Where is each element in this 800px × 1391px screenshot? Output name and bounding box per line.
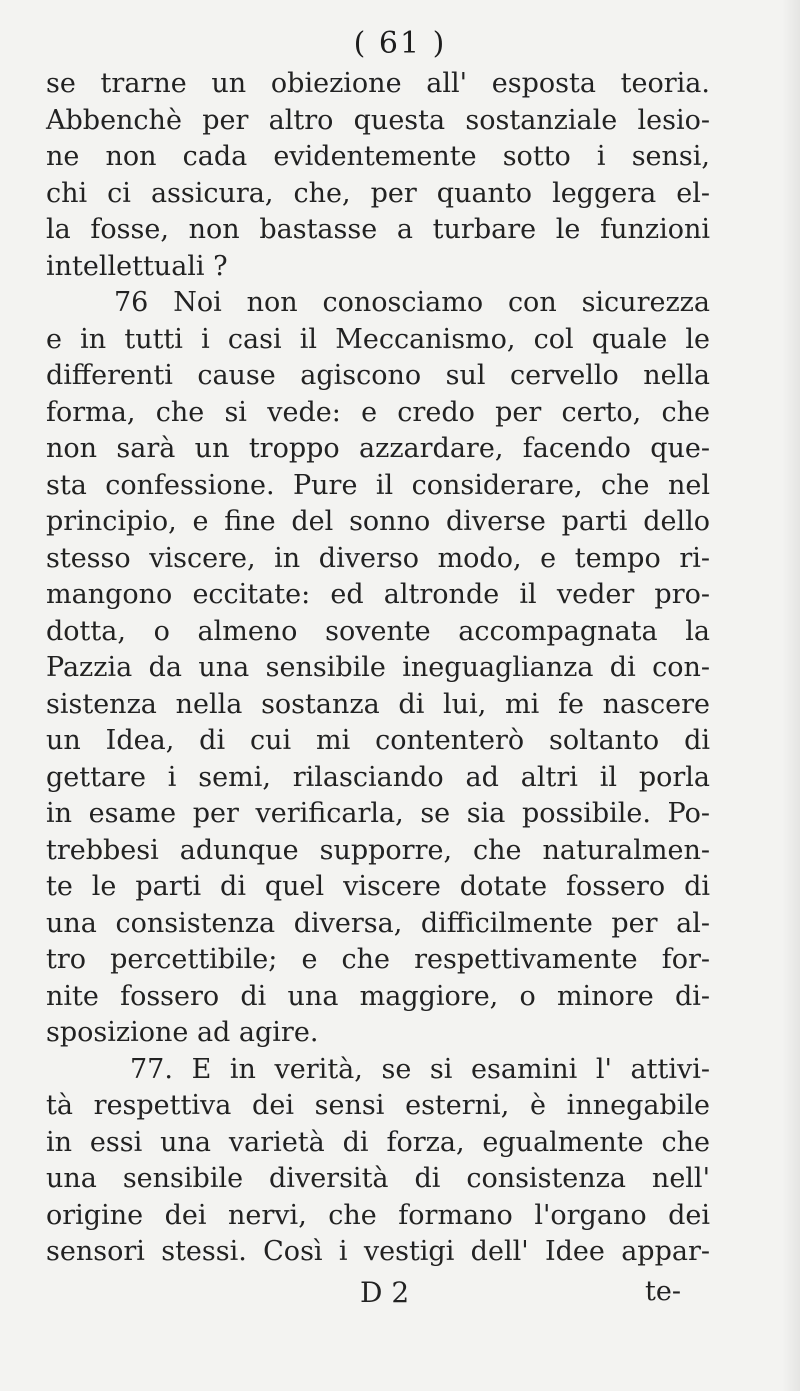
- text-line: la fosse, non bastasse a turbare le funzioni: [46, 214, 710, 245]
- signature-mark: D 2: [360, 1276, 410, 1309]
- text-line: stesso viscere, in diverso modo, e tempo ri-: [46, 542, 710, 574]
- text-line: dotta, o almeno sovente accompagnata la: [46, 615, 710, 647]
- text-line: gettare i semi, rilasciando ad altri il porla: [46, 761, 710, 793]
- text-line: nite fossero di una maggiore, o minore di-: [46, 980, 710, 1012]
- text-line: una consistenza diversa, difficilmente per al-: [46, 907, 710, 939]
- text-line: sensori stessi. Così i vestigi dell' Idee appar-: [46, 1236, 710, 1267]
- text-line: una sensibile diversità di consistenza nell': [46, 1163, 710, 1194]
- text-line: origine dei nervi, che formano l'organo dei: [46, 1199, 710, 1231]
- text-line: sistenza nella sostanza di lui, mi fe nascere: [46, 688, 710, 720]
- text-line: ne non cada evidentemente sotto i sensi,: [46, 141, 710, 172]
- text-line: differenti cause agiscono sul cervello nella: [46, 360, 710, 391]
- text-line: Abbenchè per altro questa sostanziale lesio-: [46, 104, 710, 136]
- text-line: chi ci assicura, che, per quanto leggera el-: [46, 177, 710, 209]
- text-line: un Idea, di cui mi contenterò soltanto di: [46, 725, 710, 756]
- text-line: mangono eccitate: ed altronde il veder pro-: [46, 579, 710, 610]
- text-line: trebbesi adunque supporre, che naturalmen-: [46, 834, 710, 866]
- body-text: [46, 66, 710, 1271]
- text-line: se trarne un obiezione all' esposta teoria.: [46, 68, 710, 99]
- text-line: intellettuali ?: [46, 250, 228, 282]
- text-line: tro percettibile; e che respettivamente for-: [46, 944, 710, 975]
- catchword: te-: [645, 1276, 681, 1307]
- text-line: Pazzia da una sensibile ineguaglianza di con-: [46, 652, 710, 683]
- text-line: e in tutti i casi il Meccanismo, col quale le: [46, 323, 710, 355]
- page-number-header: ( 61 ): [353, 26, 447, 61]
- page-edge-shadow: [782, 0, 800, 1391]
- text-line: in esame per verificarla, se sia possibile. Po-: [46, 798, 710, 829]
- text-line: te le parti di quel viscere dotate fossero di: [46, 871, 710, 902]
- text-line: sta confessione. Pure il considerare, che nel: [46, 469, 710, 501]
- text-line: in essi una varietà di forza, egualmente che: [46, 1126, 710, 1158]
- text-line: forma, che si vede: e credo per certo, che: [46, 396, 710, 428]
- text-line: tà respettiva dei sensi esterni, è innegabile: [46, 1090, 710, 1121]
- text-line: non sarà un troppo azzardare, facendo que-: [46, 433, 710, 464]
- paragraph-76-start: 76 Noi non conosciamo con sicurezza: [114, 287, 710, 318]
- text-line: principio, e fine del sonno diverse parti dello: [46, 506, 710, 537]
- text-line: sposizione ad agire.: [46, 1017, 319, 1048]
- paragraph-77-start: 77. E in verità, se si esamini l' attivi-: [130, 1053, 710, 1085]
